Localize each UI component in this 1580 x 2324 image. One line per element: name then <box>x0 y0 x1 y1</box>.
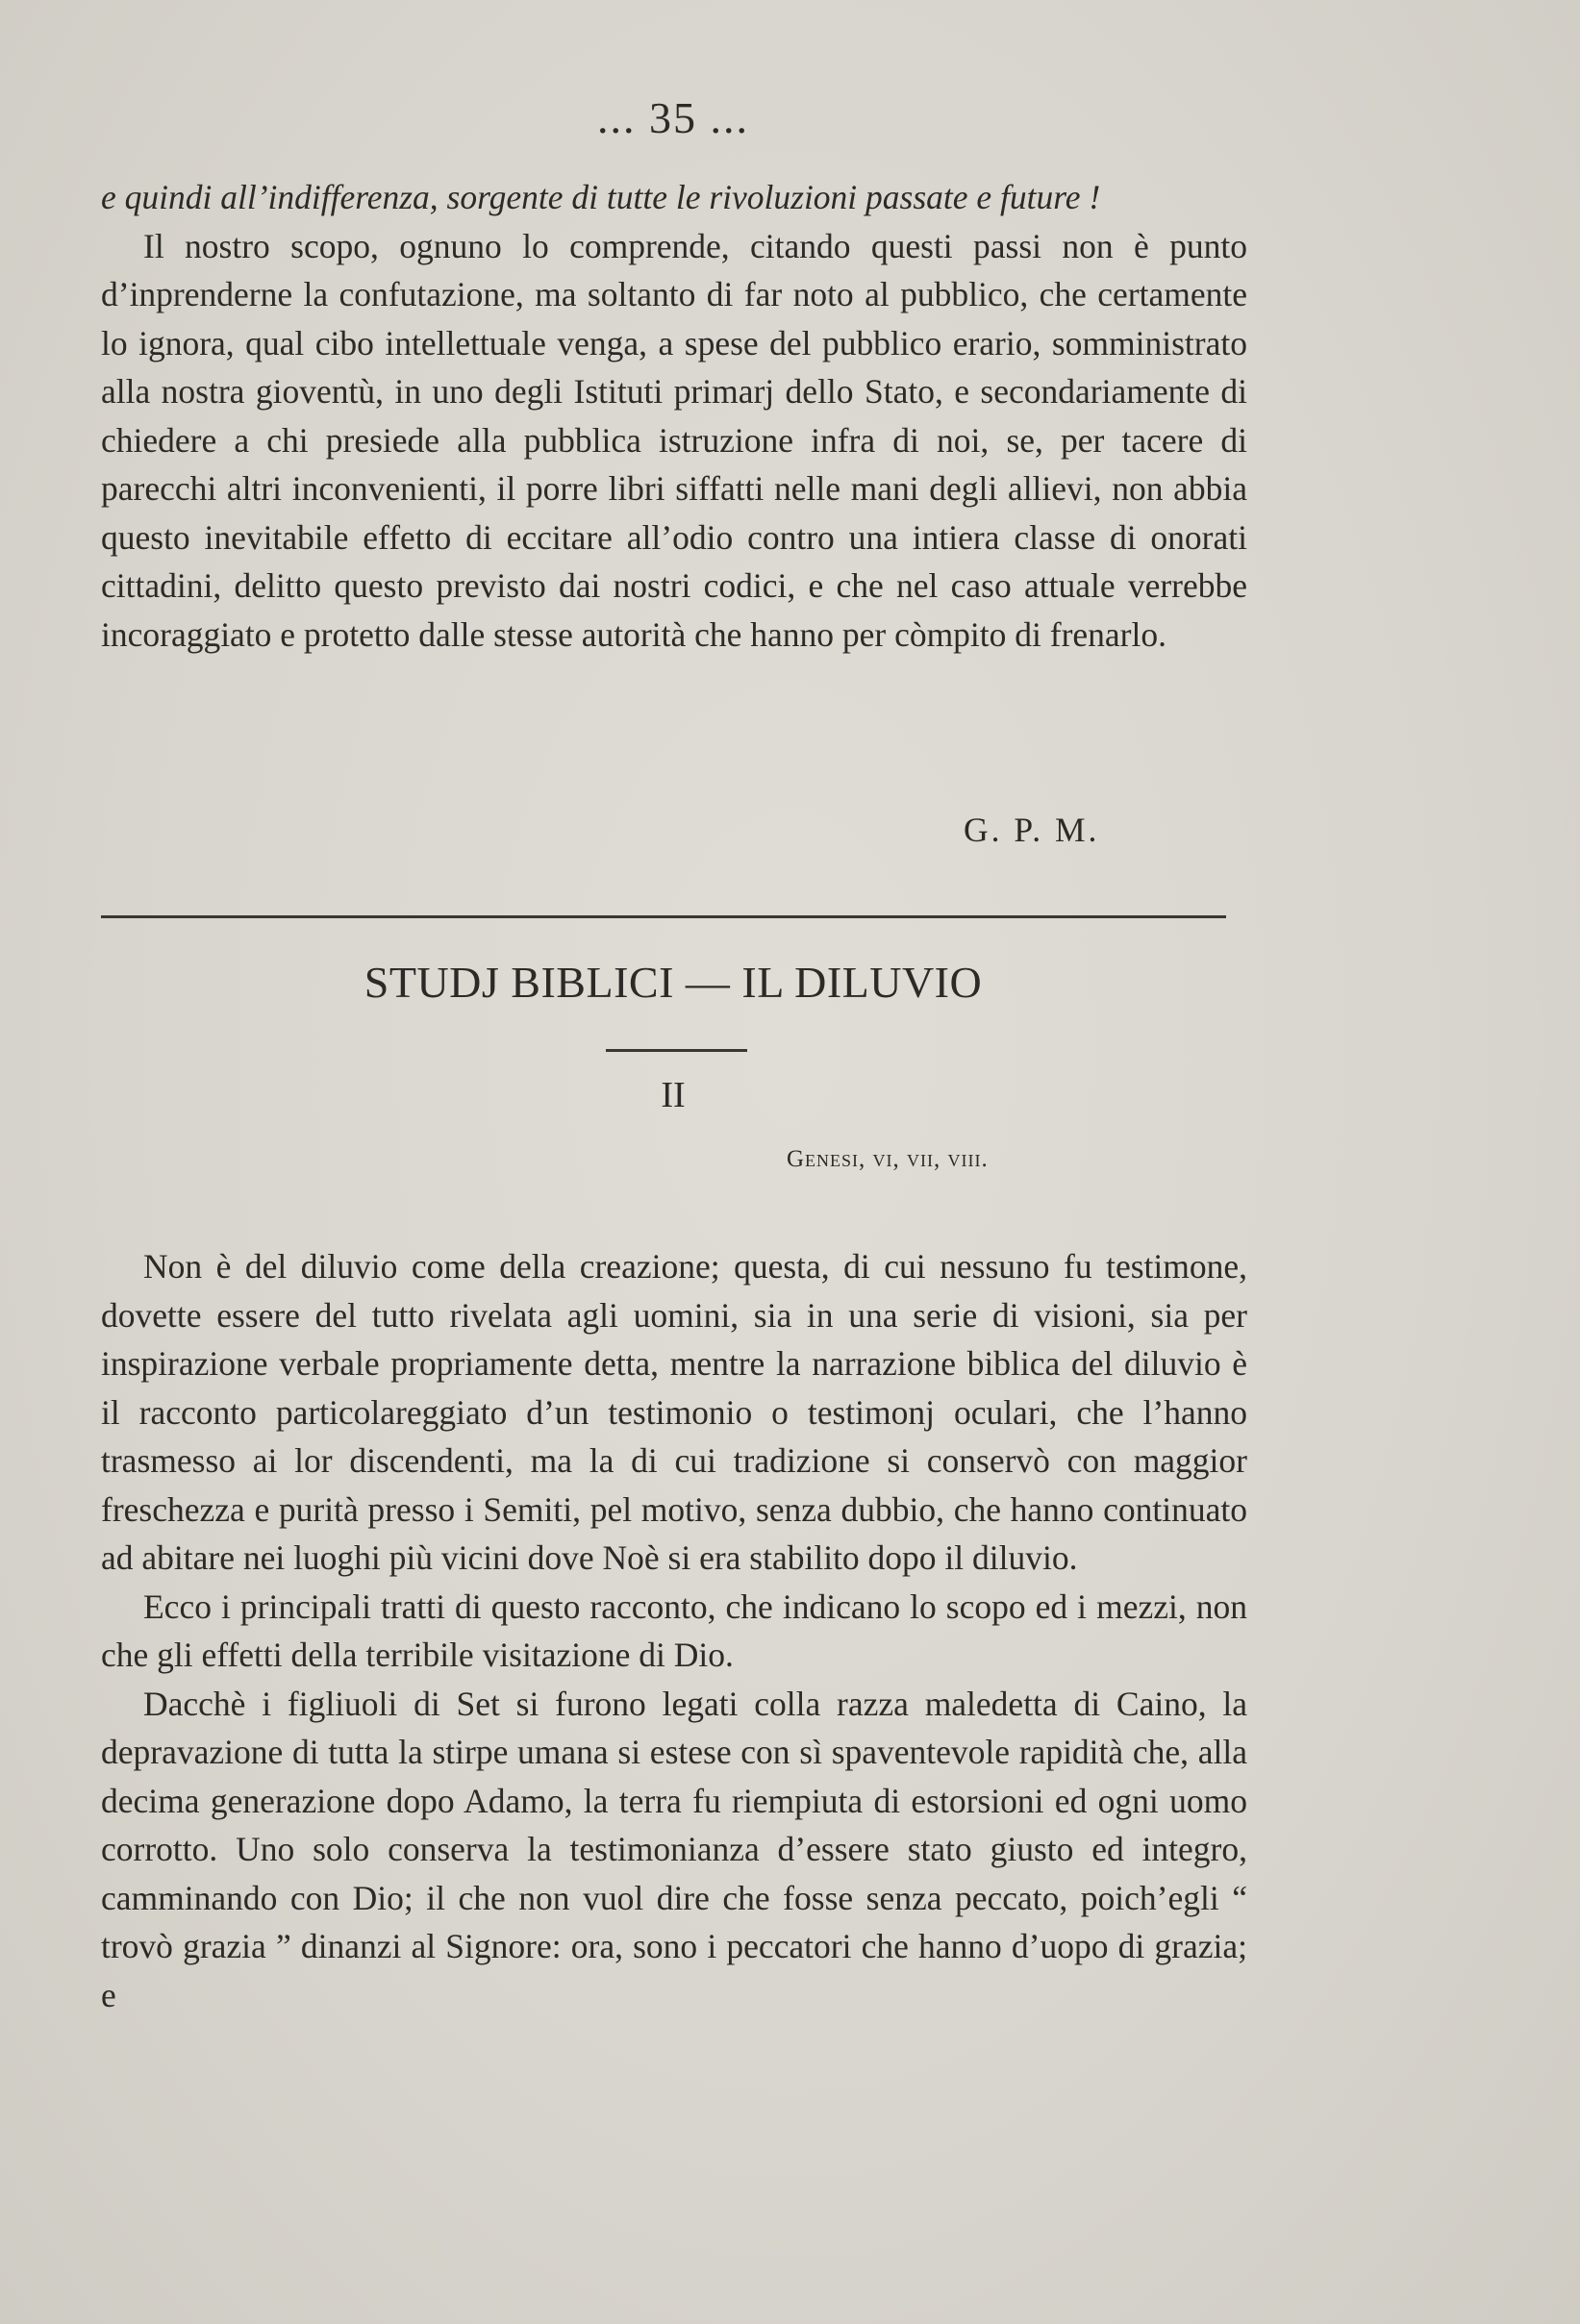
italic-lead-line: e quindi all’indifferenza, sorgente di tutte le rivoluzioni passate e future ! <box>101 178 1101 216</box>
article-body <box>101 1242 1247 2019</box>
article-paragraph-1: Non è del diluvio come della creazione; questa, di cui nessuno fu testimone, dovette essere del tutto rivelata agli uomini, sia in una serie di visioni, sia per inspirazione verbale propriamente detta, mentre la narrazione biblica del diluvio è il racconto particolareggiato d’un testimonio o testimonj oculari, che l’hanno trasmesso ai lor discendenti, ma la di cui tradizione si conservò con maggior freschezza e purità presso i Semiti, pel motivo, senza dubbio, che hanno continuato ad abitare nei luoghi più vicini dove Noè si era stabilito dopo il diluvio. <box>101 1247 1247 1577</box>
section-divider <box>101 915 1226 918</box>
article-paragraph-3: Dacchè i figliuoli di Set si furono legati colla razza maledetta di Caino, la depravazione di tutta la stirpe umana si estese con sì spaventevole rapidità che, alla decima generazione dopo Adamo, la terra fu riempiuta di estorsioni ed ogni uomo corrotto. Uno solo conserva la testimonianza d’essere stato giusto ed integro, camminando con Dio; il che non vuol dire che fosse senza peccato, poich’egli “ trovò grazia ” dinanzi al Signore: ora, sono i peccatori che hanno d’uopo di grazia; e <box>101 1684 1247 2014</box>
article-title: STUDJ BIBLICI — IL DILUVIO <box>364 958 983 1007</box>
article-paragraph-2: Ecco i principali tratti di questo racconto, che indicano lo scopo ed i mezzi, non che gli effetti della terribile visitazione di Dio. <box>101 1587 1247 1674</box>
author-signature: G. P. M. <box>964 811 1100 849</box>
page-number: ... 35 ... <box>597 93 749 142</box>
title-underline <box>606 1049 747 1052</box>
part-number: II <box>661 1075 686 1115</box>
continuation-text <box>101 173 1247 659</box>
continuation-paragraph: Il nostro scopo, ognuno lo comprende, citando questi passi non è punto d’inprenderne la confutazione, ma soltanto di far noto al pubblico, che certamente lo ignora, qual cibo intellettuale venga, a spese del pubblico erario, somministrato alla nostra gioventù, in uno degli Istituti primarj dello Stato, e secondariamente di chiedere a chi presiede alla pubblica istruzione infra di noi, se, per tacere di parecchi altri inconvenienti, il porre libri siffatti nelle mani degli allievi, non abbia questo inevitabile effetto di eccitare all’odio contro una intiera classe di onorati cittadini, delitto questo previsto dai nostri codici, e che nel caso attuale verrebbe incoraggiato e protetto dalle stesse autorità che hanno per còmpito di frenarlo. <box>101 226 1247 654</box>
scripture-reference: Genesi, vi, vii, viii. <box>787 1146 989 1172</box>
